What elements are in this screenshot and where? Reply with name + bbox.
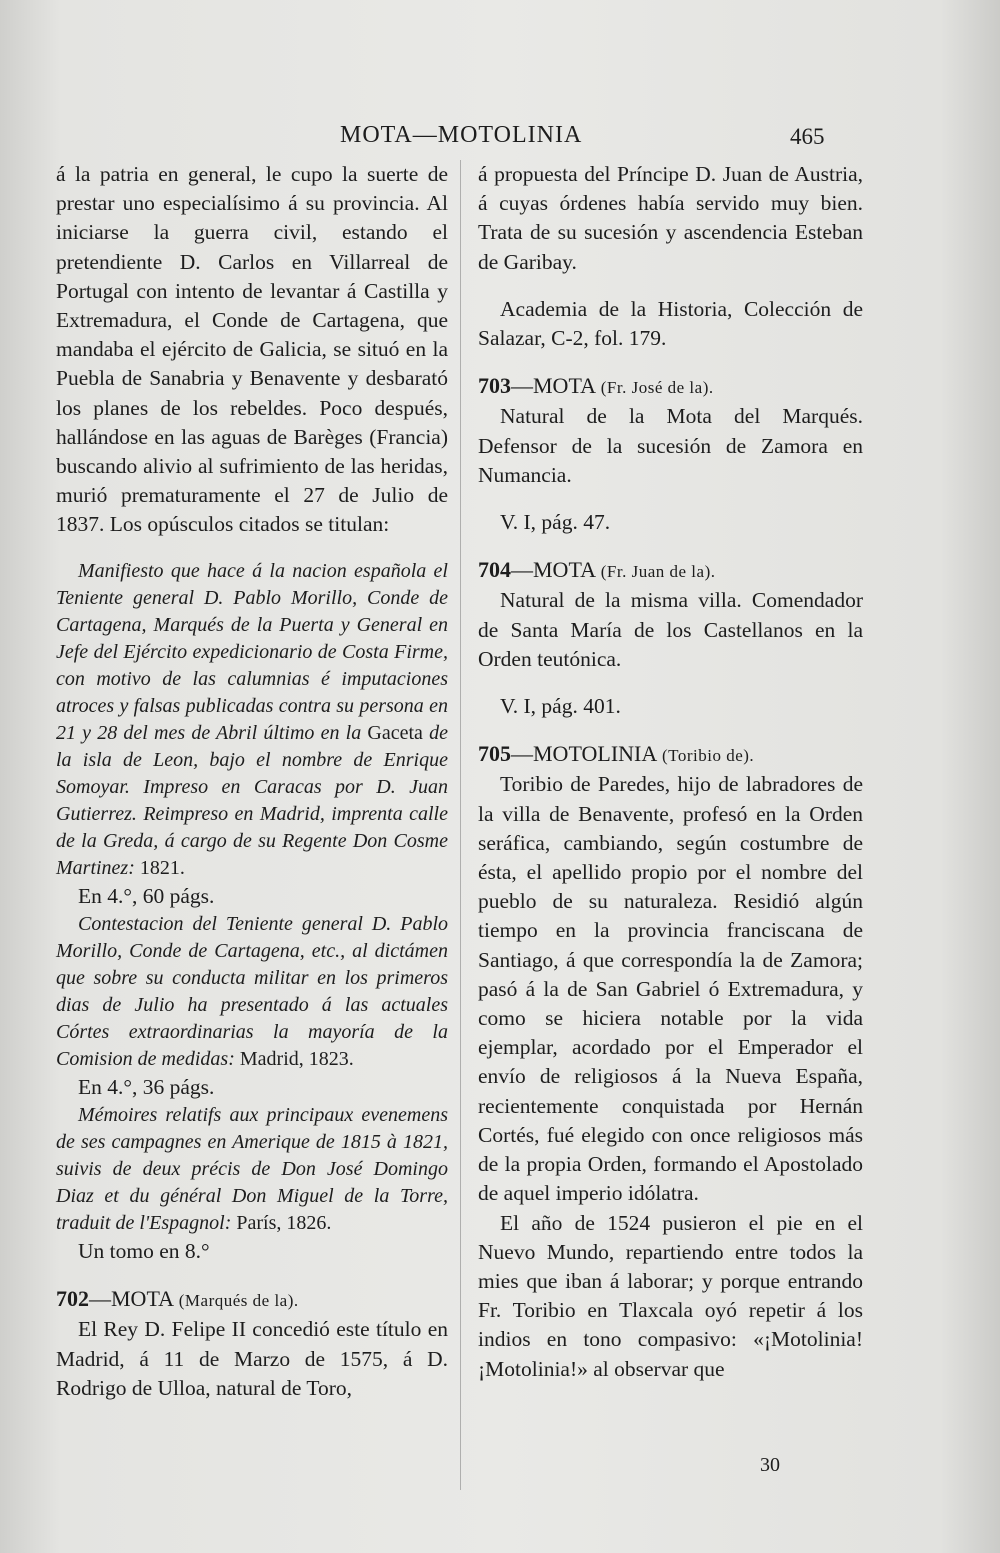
printer-signature: 30 (760, 1454, 780, 1476)
entry-704-text: Natural de la misma villa. Comendador de Santa María de los Castellanos en la Orden teutónica. (478, 588, 863, 671)
entry-705-heading: 705—MOTOLINIA (Toribio de). (478, 741, 755, 767)
continuation-paragraph: á propuesta del Príncipe D. Juan de Austria, á cuyas órdenes había servido muy bien. Trata de su sucesión y ascendencia Esteban de Garibay. (478, 162, 863, 274)
work-1-format: En 4.°, 60 págs. (78, 883, 215, 908)
entry-702-heading: 702—MOTA (Marqués de la). (56, 1286, 299, 1312)
page-number: 465 (790, 124, 825, 149)
running-head: MOTA—MOTOLINIA (340, 122, 583, 148)
left-column (56, 160, 448, 1403)
work-1-title: Manifiesto que hace á la nacion española el Teniente general D. Pablo Morillo, Conde de Cartagena, Marqués de la Puerta y General en Jefe del Ejército expedicionario de Costa Firme, con motivo de las calumnias é imputaciones atroces y falsas publicadas contra su persona en 21 y 28 del mes de Abril último en la Gaceta de la isla de Leon, bajo el nombre de Enrique Somoyar. Impreso en Caracas por D. Juan Gutierrez. Reimpreso en Madrid, imprenta calle de la Greda, á cargo de su Regente Don Cosme Martinez: 1821. (56, 559, 448, 879)
entry-705-text-1: Toribio de Paredes, hijo de labradores de la villa de Benavente, profesó en la Orden seráfica, cambiando, según costumbre de ésta, el apellido propio por el nombre del pueblo de su naturaleza. Residió algún tiempo en la provincia franciscana de Santiago, á que correspondía la de Zamora; pasó á la de San Gabriel ó Extremadura, y como se hiciera notable por la vida ejemplar, acordado por el Emperador el envío de religiosos á la Nueva España, recientemente conquistada por Hernán Cortés, fué elegido con once religiosos más de la propia Orden, formando el Apostolado de aquel imperio idólatra. (478, 772, 863, 1206)
work-2-title: Contestacion del Teniente general D. Pablo Morillo, Conde de Cartagena, etc., al dictámen que sobre su conducta militar en los primeros dias de Julio ha presentado á las actuales Córtes extraordinarias la mayoría de la Comision de medidas: Madrid, 1823. (56, 912, 448, 1070)
entry-705-text-2: El año de 1524 pusieron el pie en el Nuevo Mundo, repartiendo entre todos la mies que iban á laborar; y porque entrando Fr. Toribio en Tlaxcala oyó repetir á los indios en tono compasivo: «¡Motolinia! ¡Motolinia!» al observar que (478, 1210, 863, 1381)
entry-703-ref: V. I, pág. 47. (500, 510, 611, 535)
entry-704-heading: 704—MOTA (Fr. Juan de la). (478, 557, 716, 583)
work-3-format: Un tomo en 8.° (78, 1239, 210, 1264)
entry-702-text: El Rey D. Felipe II concedió este título en Madrid, á 11 de Marzo de 1575, á D. Rodrigo de Ulloa, natural de Toro, (56, 1317, 448, 1400)
entry-703-text: Natural de la Mota del Marqués. Defensor de la sucesión de Zamora en Numancia. (478, 404, 863, 487)
right-column (478, 160, 863, 1384)
work-3-title: Mémoires relatifs aux principaux evenemens de ses campagnes en Amerique de 1815 à 1821, suivis de deux précis de Don José Domingo Diaz et du général Don Miguel de la Torre, traduit de l'Espagnol: París, 1826. (56, 1104, 448, 1235)
source-reference: Academia de la Historia, Colección de Salazar, C-2, fol. 179. (478, 296, 863, 351)
page-header (0, 118, 1000, 158)
work-2-format: En 4.°, 36 págs. (78, 1074, 215, 1099)
intro-paragraph: á la patria en general, le cupo la suerte de prestar uno especialísimo á su provincia. Al iniciarse la guerra civil, estando el pretendiente D. Carlos en Villarreal de Portugal con intento de levantar á Castilla y Extremadura, el Conde de Cartagena, que mandaba el ejército de Galicia, se situó en la Puebla de Sanabria y Benavente y desbarató los planes de los rebeldes. Poco después, hallándose en las aguas de Barèges (Francia) buscando alivio al sufrimiento de las heridas, murió prematuramente el 27 de Julio de 1837. Los opúsculos citados se titulan: (56, 162, 448, 537)
column-rule (460, 160, 461, 1490)
entry-703-heading: 703—MOTA (Fr. José de la). (478, 373, 714, 399)
entry-704-ref: V. I, pág. 401. (500, 694, 621, 719)
